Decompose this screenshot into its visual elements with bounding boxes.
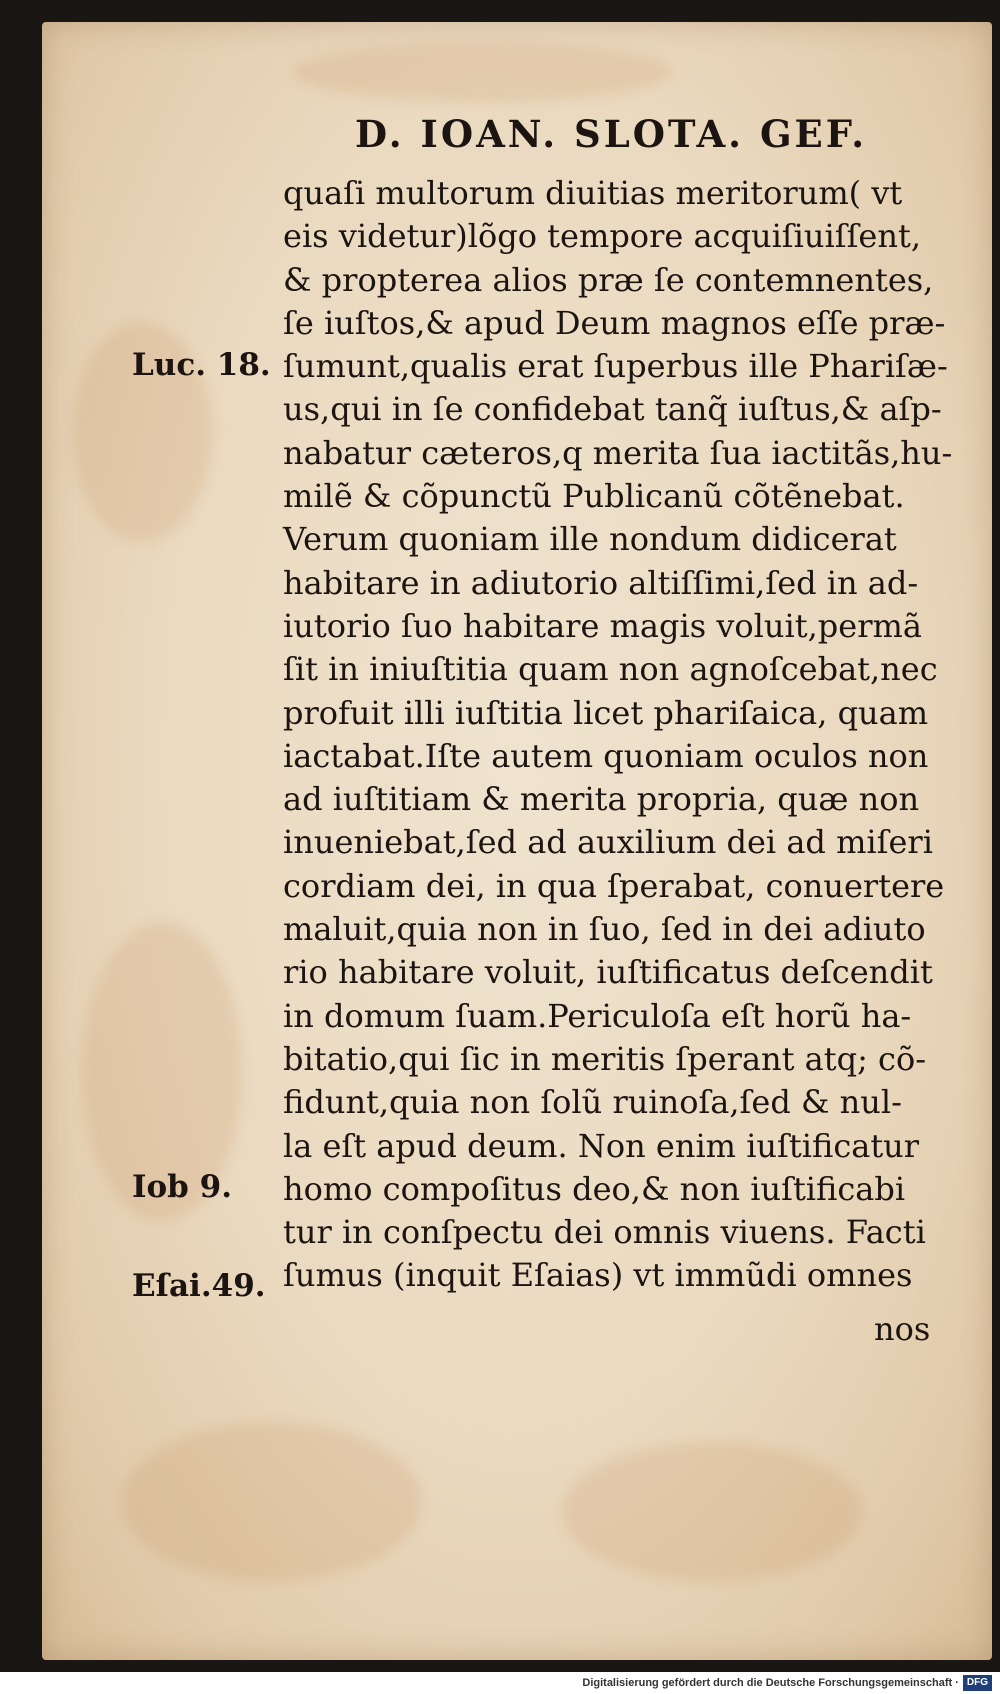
margin-note-esai: Eſai.49.: [132, 1268, 266, 1304]
text-line: tur in conſpectu dei omnis viuens. Facti: [283, 1213, 926, 1252]
text-line: rio habitare voluit, iuſtificatus deſcendit: [283, 953, 933, 992]
text-line: ſe iuſtos,& apud Deum magnos eſſe præ-: [283, 303, 946, 342]
dfg-logo-icon: DFG: [963, 1675, 992, 1691]
text-line: maluit,quia non in ſuo, ſed in dei adiuto: [283, 910, 926, 949]
text-line: milẽ & cõpunctũ Publicanũ cõtẽnebat.: [283, 477, 905, 516]
text-line: la eſt apud deum. Non enim iuſtificatur: [283, 1126, 920, 1165]
text-line: iutorio ſuo habitare magis voluit,permã: [283, 606, 922, 645]
text-line: nabatur cæteros,q merita ſua iactitãs,hu-: [283, 433, 953, 472]
text-line: in domum ſuam.Periculoſa eſt horũ ha-: [283, 996, 912, 1035]
text-line: homo compoſitus deo,& non iuſtificabi: [283, 1169, 906, 1208]
text-line: quaſi multorum diuitias meritorum( vt: [283, 174, 903, 212]
digitization-credit: [582, 1674, 992, 1692]
page-text-body: [283, 172, 963, 1298]
text-line: cordiam dei, in qua ſperabat, conuertere: [283, 866, 945, 905]
catchword: nos: [874, 1310, 931, 1348]
text-line: eis videtur)lõgo tempore acquiſiuiſſent,: [283, 217, 921, 256]
paper-stain: [562, 1442, 862, 1582]
running-title: D. IOAN. SLOTA. GEF.: [355, 112, 868, 156]
margin-note-luc: Luc. 18.: [132, 347, 271, 383]
text-line: iactabat.Iſte autem quoniam oculos non: [283, 736, 929, 775]
text-line: habitare in adiutorio altiſſimi,ſed in ad-: [283, 563, 919, 602]
text-line: us,qui in ſe confidebat tanq̃ iuſtus,& aſp-: [283, 390, 942, 429]
text-line: ſumunt,qualis erat ſuperbus ille Phariſæ-: [283, 347, 948, 386]
paper-stain: [122, 1422, 422, 1582]
text-line: ſumus (inquit Eſaias) vt immũdi omnes: [283, 1256, 913, 1295]
margin-note-iob: Iob 9.: [132, 1169, 233, 1205]
credit-text: Digitalisierung gefördert durch die Deutsche Forschungsgemeinschaft ·: [582, 1677, 959, 1689]
text-line: inueniebat,ſed ad auxilium dei ad miſeri: [283, 823, 933, 862]
text-line: profuit illi iuſtitia licet phariſaica, quam: [283, 693, 929, 732]
text-line: ſit in iniuſtitia quam non agnoſcebat,nec: [283, 650, 938, 689]
text-line: & propterea alios præ ſe contemnentes,: [283, 260, 934, 299]
text-line: bitatio,qui ſic in meritis ſperant atq; cõ-: [283, 1039, 927, 1078]
text-line: Verum quoniam ille nondum didicerat: [283, 520, 897, 559]
text-line: fidunt,quia non ſolũ ruinoſa,ſed & nul-: [283, 1083, 902, 1122]
text-line: ad iuſtitiam & merita propria, quæ non: [283, 780, 920, 819]
paper-stain: [292, 42, 672, 102]
